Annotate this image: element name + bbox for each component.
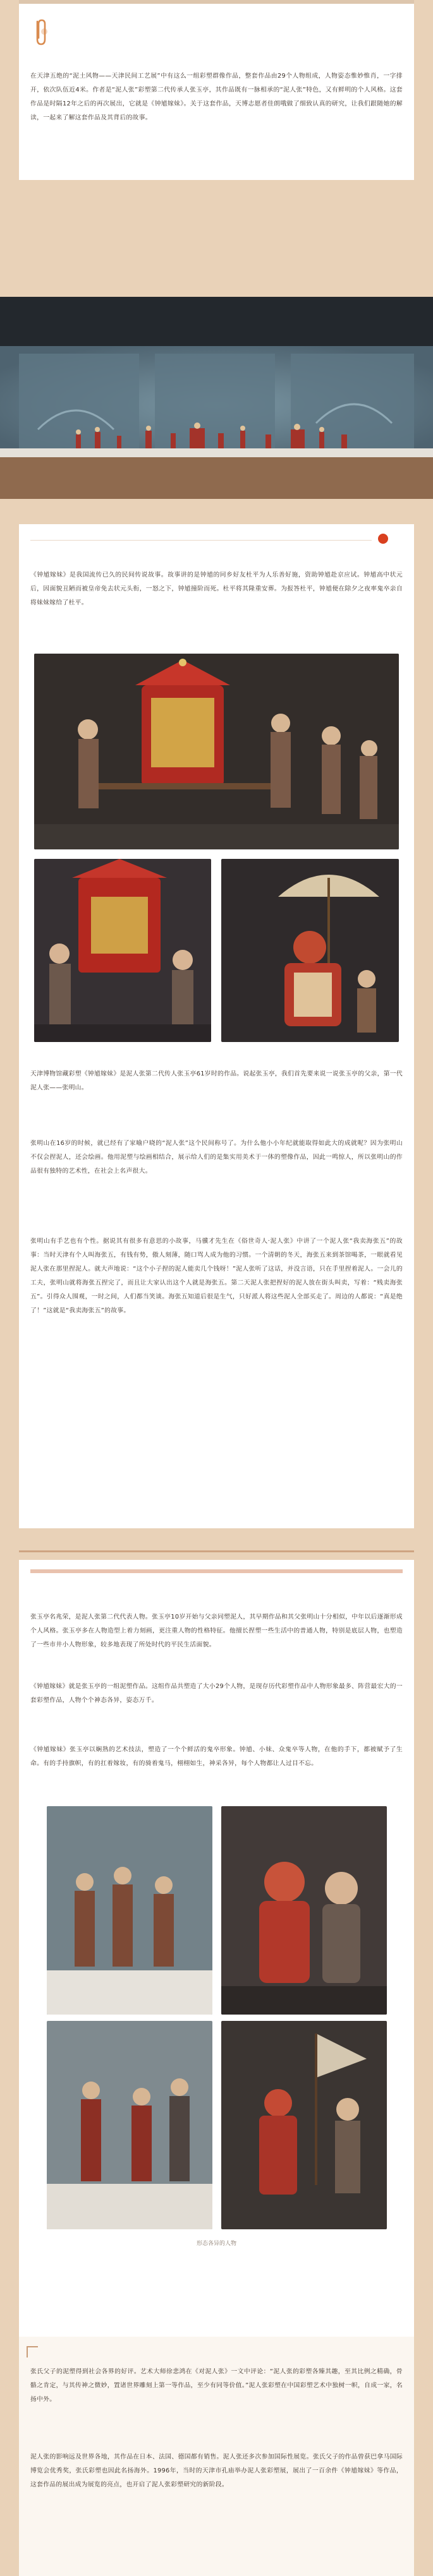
intro-top-bar (19, 0, 414, 4)
figures-photo-1 (47, 1806, 212, 2015)
legacy-paragraph-influence: 泥人张的影响远及世界各地，其作品在日本、法国、德国都有销售。泥人张还多次参加国际性展览。张氏父子的作品曾获巴拿马国际博览会优秀奖，张氏彩塑也因此名扬海外。1996年，当时的天津市孔庙举办泥人张彩塑展，展出了一百余件《钟馗嫁妹》等作品，这套作品的展出成为展览的亮点，也开启了泥人张彩塑研究的新阶段。 (30, 2453, 403, 2488)
figures-photo-4 (221, 2021, 387, 2229)
story-paragraph-zhangmingshan: 张明山在16岁的时候，就已经有了家喻户晓的“泥人张”这个民间称号了。为什么他小小年纪就能取得如此大的成就呢？因为张明山不仅会捏泥人，还会绘画。他用泥塑与绘画相结合，展示给人们的是集实用美术于一体的塑像作品，因此一鸣惊人，所以张明山的作品很有独特的艺术性，在社会上名声很大。 (30, 1140, 403, 1175)
figures-caption: 形态各异的人物 (196, 2241, 236, 2247)
ghost-carriers-photo (34, 859, 211, 1042)
artist-paragraph-technique: 《钟馗嫁妹》张玉亭以娴熟的艺术技法，塑造了一个个鲜活的鬼卒形象。钟馗、小妹、众鬼卒等人物，在他的手下，都被赋予了生命。有的手持旗帜，有的扛着嫁妆，有的骑着鬼马，栩栩如生，神采各异，每个人物都让人过目不忘。 (30, 1746, 403, 1767)
umbrella-ghost-photo (221, 859, 399, 1042)
story-paragraph-author: 天津博物馆藏彩塑《钟馗嫁妹》是泥人张第二代传人张玉亭61岁时的作品。说起张玉亭，我们首先要来说一说张玉亭的父亲，第一代泥人张——张明山。 (30, 1070, 403, 1091)
figures-photo-2 (221, 1806, 387, 2015)
gallery-photo (0, 297, 433, 499)
section-divider (19, 1550, 414, 1552)
story-paragraph-legend: 《钟馗嫁妹》是我国流传已久的民间传说故事。故事讲的是钟馗的同乡好友杜平为人乐善好施，资助钟馗赴京应试。钟馗高中状元后，因面貌丑陋而被皇帝免去状元头衔，一怒之下，钟馗撞阶而死。杜平将其隆重安葬。为报答杜平，钟馗便在除夕之夜率鬼卒亲自将妹妹嫁给了杜平。 (30, 572, 403, 606)
quote-mark-icon (27, 2346, 38, 2357)
artist-paragraph-work: 《钟馗嫁妹》就是张玉亭的一组泥塑作品。这组作品共塑造了大小29个人物，是现存历代彩塑作品中人物形象最多、阵营最宏大的一套彩塑作品，人物个个神态各异，姿态万千。 (30, 1683, 403, 1704)
sedan-chair-photo (34, 654, 399, 849)
legacy-paragraph-praise: 张氏父子的泥塑得到社会各界的好评。艺术大师徐悲鸿在《对泥人张》一文中评论：“泥人张的彩塑各臻其趣，至其比例之精确，骨骼之肯定，与其传神之微妙，置诸世界雕刻上第一等作品，至少有同等价值。”泥人张彩塑在中国彩塑艺术中独树一帜，自成一家，名扬中外。 (30, 2368, 403, 2403)
intro-paragraph: 在天津五绝的“泥土风物——天津民间工艺展”中有这么一组彩塑群像作品，整套作品由29个人物组成，人物姿态惟妙惟肖，一字排开，依次队伍近4米。作者是“泥人张”彩塑第二代传承人张玉亭，其作品既有一脉相承的“泥人张”特色，又有鲜明的个人风格。这套作品是时隔12年之后的再次展出，它就是《钟馗嫁妹》。关于这套作品，天博志愿者佳朗哦做了细致认真的研究，让我们跟随她的解读，一起来了解这套作品及其背后的故事。 (30, 73, 403, 121)
paperclip-icon (32, 16, 49, 47)
story-top-rule (30, 540, 372, 541)
red-circle-icon (378, 534, 388, 544)
artist-paragraph-intro: 张玉亭名兆荣，是泥人张第二代代表人物。张玉亭10岁开始与父亲同塑泥人，其早期作品和其父张明山十分相似，中年以后逐渐形成个人风格。张玉亭多在人物造型上着力刻画，更注重人物的性格特征。他擅长捏塑一些生活中的普通人物，特别是底层人物，也塑造了一些市井小人物形象，较多地表现了所处时代的平民生活面貌。 (30, 1614, 403, 1648)
story-paragraph-haizhangwu: 张明山有手艺也有个性。据说其有很多有意思的小故事，马骥才先生在《俗世奇人·泥人张》中讲了一个泥人张“我卖海张五”的故事：当时天津有个人叫海张五，有钱有势，傲人刻薄，随口骂人成为他的习惯。一个清朝的冬天，海张五来到茶馆喝茶，一眼就看见泥人张在那里捏泥人。就大声地说：“这个小子捏的泥人能卖几个钱呀！”泥人张听了这话，并没言语，只在手里捏着泥人。一会儿的工夫，张明山就将海张五捏完了，而且让大家认出这个人就是海张五。第二天泥人张把捏好的泥人放在街头叫卖，写着：“贱卖海张五”。引得众人围观，一时之间，人们都当笑谈。海张五知道后很是生气，只好派人将这些泥人全部买走了。周边的人都说：“真是绝了！”这就是“我卖海张五”的故事。 (30, 1238, 403, 1314)
artist-top-rule (30, 1569, 403, 1573)
figures-photo-3 (47, 2021, 212, 2229)
